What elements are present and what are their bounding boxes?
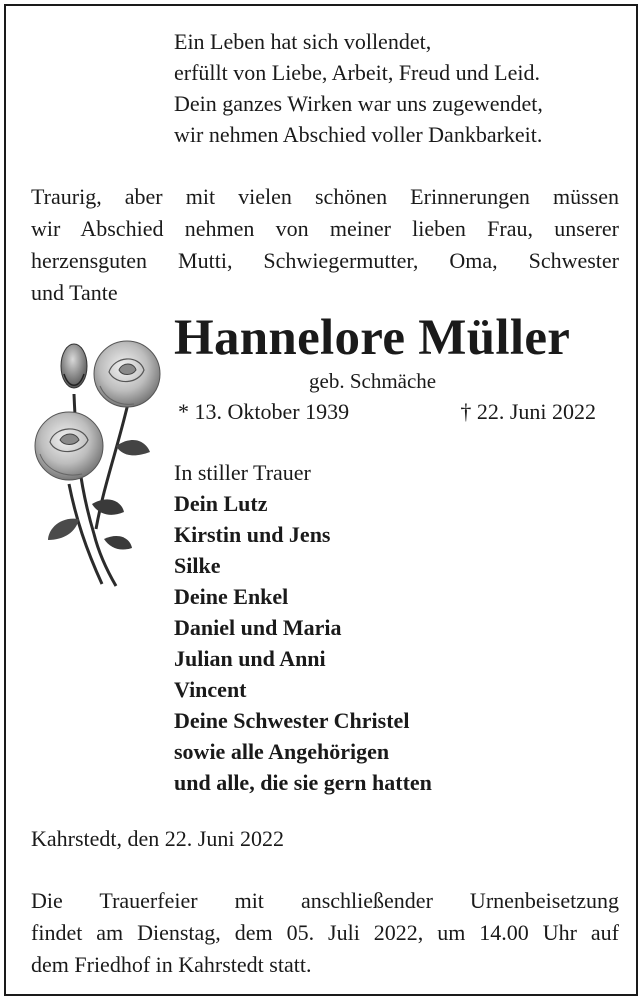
obituary-notice [4,4,638,996]
intro-line: herzensguten Mutti, Schwiegermutter, Oma, Schwester [31,248,619,273]
place-and-date: Kahrstedt, den 22. Juni 2022 [31,826,284,851]
intro-line: Traurig, aber mit vielen schönen Erinnerungen müssen [31,184,619,209]
mourner-name: sowie alle Angehörigen [174,739,390,764]
death-date: † 22. Juni 2022 [460,399,596,424]
mourner-name: Kirstin und Jens [174,522,331,547]
poem-line: Dein ganzes Wirken war uns zugewendet, [174,91,543,116]
service-line: dem Friedhof in Kahrstedt statt. [31,952,312,977]
mourner-name: Julian und Anni [174,646,326,671]
poem-line: Ein Leben hat sich vollendet, [174,29,432,54]
funeral-service-info [31,885,619,981]
mourner-name: Daniel und Maria [174,615,342,640]
mourners-lead: In stiller Trauer [174,460,311,485]
poem-line: erfüllt von Liebe, Arbeit, Freud und Leid. [174,60,540,85]
intro-line: wir Abschied nehmen von meiner lieben Frau, unserer [31,216,619,241]
roses-illustration-icon [24,334,174,594]
mourner-name: und alle, die sie gern hatten [174,770,432,795]
poem-line: wir nehmen Abschied voller Dankbarkeit. [174,122,543,147]
deceased-name: Hannelore Müller [174,310,571,366]
mourner-name: Silke [174,553,221,578]
service-line: Die Trauerfeier mit anschließender Urnenbeisetzung [31,888,619,913]
mourner-name: Dein Lutz [174,491,268,516]
mourner-name: Vincent [174,677,247,702]
service-line: findet am Dienstag, dem 05. Juli 2022, um 14.00 Uhr auf [31,920,619,945]
memorial-poem [174,26,543,150]
birth-date: * 13. Oktober 1939 [178,399,350,424]
mourners-list [174,457,432,798]
mourner-name: Deine Enkel [174,584,289,609]
intro-paragraph [31,181,619,309]
intro-line: und Tante [31,280,118,305]
mourner-name: Deine Schwester Christel [174,708,410,733]
birth-name: geb. Schmäche [309,369,437,393]
